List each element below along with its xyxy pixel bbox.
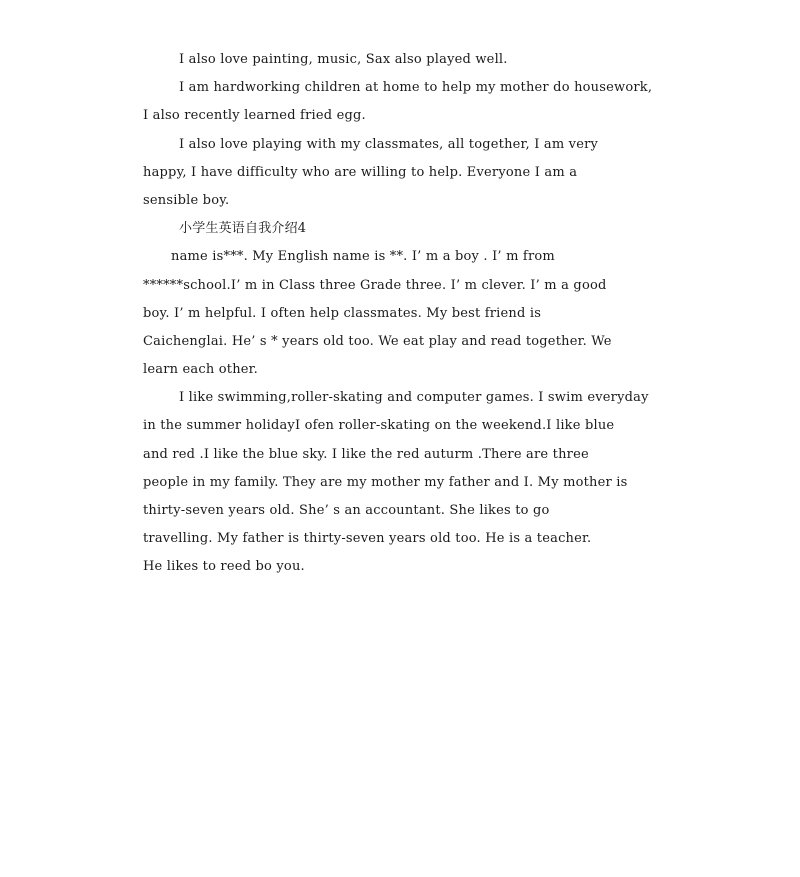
paragraph-4-line-2: ******school.I’ m in Class three Grade three. I’ m clever. I’ m a good — [143, 277, 607, 293]
paragraph-3-line-2: happy, I have difficulty who are willing to help. Everyone I am a — [143, 164, 578, 180]
paragraph-4-line-1: name is***. My English name is **. I’ m a boy . I’ m from — [171, 249, 555, 265]
paragraph-5-line-2: in the summer holidayI ofen roller-skating on the weekend.I like blue — [143, 418, 615, 434]
paragraph-4-line-3: boy. I’ m helpful. I often help classmates. My best friend is — [143, 305, 542, 321]
paragraph-2-line-2: I also recently learned fried egg. — [143, 108, 366, 124]
section-heading: 小学生英语自我介绍4 — [179, 221, 307, 237]
paragraph-5-line-7: He likes to reed bo you. — [143, 559, 305, 575]
paragraph-5-line-4: people in my family. They are my mother my father and I. My mother is — [143, 474, 628, 490]
paragraph-1-line-1: I also love painting, music, Sax also played well. — [179, 52, 508, 67]
paragraph-5-line-5: thirty-seven years old. She’ s an accountant. She likes to go — [143, 503, 550, 518]
paragraph-4-line-5: learn each other. — [143, 362, 258, 378]
document-page — [143, 46, 663, 582]
paragraph-2-line-1: I am hardworking children at home to help my mother do housework, — [179, 80, 653, 96]
paragraph-5-line-6: travelling. My father is thirty-seven years old too. He is a teacher. — [143, 531, 592, 547]
paragraph-3-line-1: I also love playing with my classmates, all together, I am very — [179, 136, 599, 152]
paragraph-5-line-1: I like swimming,roller-skating and computer games. I swim everyday — [179, 390, 649, 406]
paragraph-4-line-4: Caichenglai. He’ s * years old too. We eat play and read together. We — [143, 333, 612, 349]
paragraph-3-line-3: sensible boy. — [143, 192, 230, 208]
paragraph-5-line-3: and red .I like the blue sky. I like the red auturm .There are three — [143, 446, 589, 462]
